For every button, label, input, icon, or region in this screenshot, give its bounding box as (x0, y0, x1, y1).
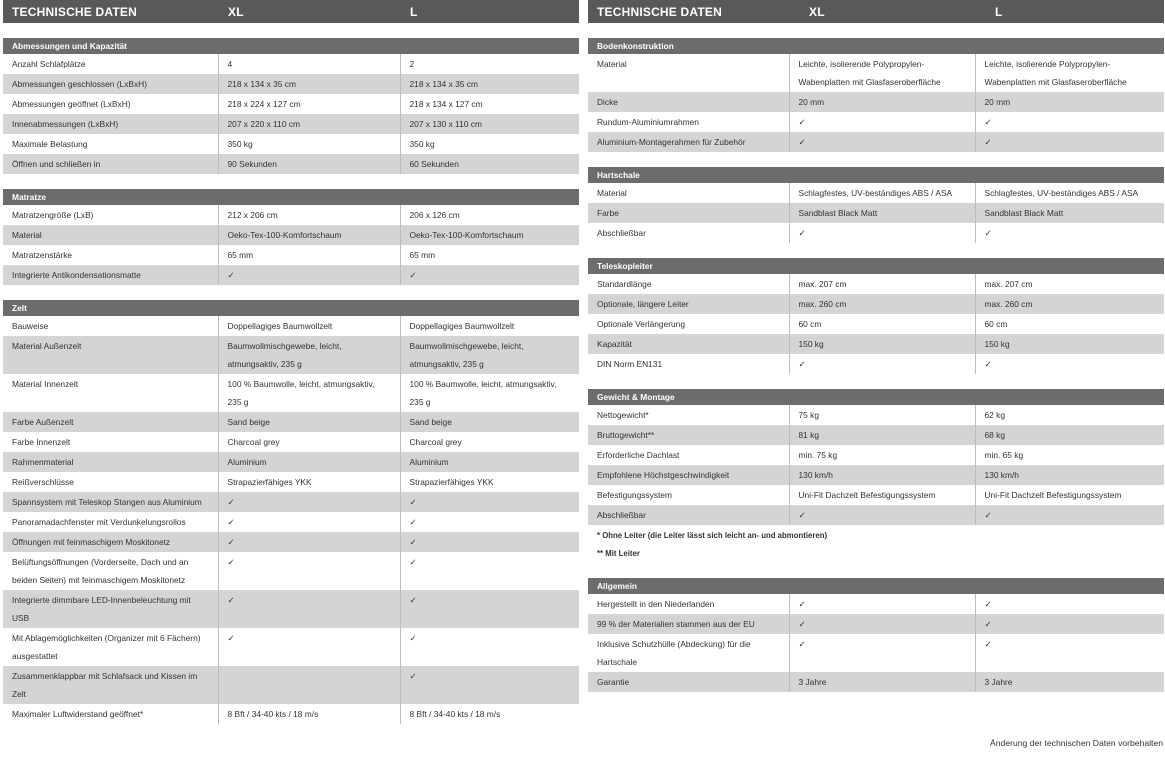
row-label: Abmessungen geschlossen (LxBxH) (3, 74, 218, 94)
row-value-xl: Sandblast Black Matt (789, 203, 975, 223)
left-column (3, 0, 579, 724)
spec-section (3, 300, 579, 724)
row-value-l: Doppellagiges Baumwollzelt (400, 316, 579, 336)
row-value-xl: min. 75 kg (789, 445, 975, 465)
spec-section (3, 189, 579, 285)
table-row (588, 203, 1164, 223)
spec-table (588, 405, 1164, 525)
row-value-l: 218 x 134 x 35 cm (400, 74, 579, 94)
row-value-l: 150 kg (975, 334, 1164, 354)
row-label: Belüftungsöffnungen (Vorderseite, Dach und an beiden Seiten) mit feinmaschigem Moskitonetz (3, 552, 218, 590)
table-row (588, 505, 1164, 525)
row-label: Optionale, längere Leiter (588, 294, 789, 314)
spec-table (3, 205, 579, 285)
header-label: TECHNISCHE DATEN (12, 4, 137, 19)
table-row (588, 92, 1164, 112)
row-value-l: ✓ (400, 492, 579, 512)
row-value-l: Oeko-Tex-100-Komfortschaum (400, 225, 579, 245)
row-label: Rahmenmaterial (3, 452, 218, 472)
row-value-l: min. 65 kg (975, 445, 1164, 465)
section-title: Zelt (3, 300, 579, 316)
row-value-xl: 75 kg (789, 405, 975, 425)
row-label: Abschließbar (588, 505, 789, 525)
row-value-xl: 130 km/h (789, 465, 975, 485)
spec-section (588, 578, 1164, 692)
row-value-xl: Strapazierfähiges YKK (218, 472, 400, 492)
row-value-xl: ✓ (218, 532, 400, 552)
spec-table (3, 316, 579, 724)
row-label: Spannsystem mit Teleskop Stangen aus Aluminium (3, 492, 218, 512)
table-row (3, 316, 579, 336)
table-row (588, 294, 1164, 314)
spec-table (588, 594, 1164, 692)
header-xl: XL (228, 4, 244, 19)
row-label: Matratzengröße (LxB) (3, 205, 218, 225)
row-value-l: max. 260 cm (975, 294, 1164, 314)
row-label: Öffnungen mit feinmaschigem Moskitonetz (3, 532, 218, 552)
table-row (3, 94, 579, 114)
row-value-l: ✓ (400, 590, 579, 628)
row-label: Bauweise (3, 316, 218, 336)
row-label: Rundum-Aluminiumrahmen (588, 112, 789, 132)
row-value-l: 3 Jahre (975, 672, 1164, 692)
row-label: Material Außenzelt (3, 336, 218, 374)
row-value-xl: Leichte, isolierende Polypropylen-Wabenplatten mit Glasfaseroberfläche (789, 54, 975, 92)
left-header-bar (3, 0, 579, 23)
footer-note: Änderung der technischen Daten vorbehalten (990, 738, 1163, 748)
row-value-l: 60 cm (975, 314, 1164, 334)
row-label: Abmessungen geöffnet (LxBxH) (3, 94, 218, 114)
row-value-xl: Doppellagiges Baumwollzelt (218, 316, 400, 336)
table-row (3, 432, 579, 452)
row-value-l: ✓ (975, 505, 1164, 525)
row-value-l: ✓ (975, 634, 1164, 672)
table-row (3, 452, 579, 472)
row-label: Inklusive Schutzhülle (Abdeckung) für die Hartschale (588, 634, 789, 672)
row-label: Erforderliche Dachlast (588, 445, 789, 465)
header-l: L (410, 4, 418, 19)
footnotes (588, 527, 1164, 563)
row-label: Farbe (588, 203, 789, 223)
row-value-l: 350 kg (400, 134, 579, 154)
table-row (588, 425, 1164, 445)
row-value-l: ✓ (400, 512, 579, 532)
row-value-l: 207 x 130 x 110 cm (400, 114, 579, 134)
spec-table (3, 54, 579, 174)
section-title: Teleskopleiter (588, 258, 1164, 274)
row-value-xl: Baumwollmischgewebe, leicht, atmungsaktiv, 235 g (218, 336, 400, 374)
spec-table (588, 183, 1164, 243)
row-value-xl: 150 kg (789, 334, 975, 354)
section-title: Hartschale (588, 167, 1164, 183)
right-sections (588, 38, 1164, 692)
row-value-xl: 100 % Baumwolle, leicht, atmungsaktiv, 235 g (218, 374, 400, 412)
row-value-xl: Oeko-Tex-100-Komfortschaum (218, 225, 400, 245)
row-value-xl: Charcoal grey (218, 432, 400, 452)
row-value-xl: 81 kg (789, 425, 975, 445)
row-value-l: ✓ (975, 594, 1164, 614)
row-value-l: ✓ (400, 532, 579, 552)
row-value-l: ✓ (975, 132, 1164, 152)
row-value-xl: Sand beige (218, 412, 400, 432)
section-title: Gewicht & Montage (588, 389, 1164, 405)
table-row (3, 114, 579, 134)
row-label: Anzahl Schlafplätze (3, 54, 218, 74)
row-value-l: 8 Bft / 34-40 kts / 18 m/s (400, 704, 579, 724)
row-label: Maximale Belastung (3, 134, 218, 154)
row-label: Mit Ablagemöglichkeiten (Organizer mit 6 Fächern) ausgestattet (3, 628, 218, 666)
row-value-l: Charcoal grey (400, 432, 579, 452)
table-row (3, 205, 579, 225)
table-row (3, 154, 579, 174)
table-row (3, 374, 579, 412)
row-value-l: Sand beige (400, 412, 579, 432)
table-row (588, 485, 1164, 505)
row-value-xl: ✓ (789, 354, 975, 374)
row-value-xl: 212 x 206 cm (218, 205, 400, 225)
table-row (588, 112, 1164, 132)
row-value-xl: 218 x 224 x 127 cm (218, 94, 400, 114)
table-row (588, 594, 1164, 614)
row-value-l: ✓ (975, 112, 1164, 132)
row-label: Material (588, 54, 789, 92)
row-value-l: Leichte, isolierende Polypropylen-Wabenplatten mit Glasfaseroberfläche (975, 54, 1164, 92)
spec-section (588, 167, 1164, 243)
row-label: Material Innenzelt (3, 374, 218, 412)
table-row (588, 314, 1164, 334)
table-row (588, 132, 1164, 152)
row-value-xl: Uni-Fit Dachzelt Befestigungssystem (789, 485, 975, 505)
row-label: DIN Norm EN131 (588, 354, 789, 374)
row-label: Farbe Außenzelt (3, 412, 218, 432)
table-row (588, 334, 1164, 354)
table-row (3, 74, 579, 94)
row-value-xl: ✓ (789, 223, 975, 243)
table-row (3, 590, 579, 628)
row-value-l: max. 207 cm (975, 274, 1164, 294)
footnote: * Ohne Leiter (die Leiter lässt sich leicht an- und abmontieren) (597, 531, 828, 540)
row-label: Hergestellt in den Niederlanden (588, 594, 789, 614)
row-value-l: 60 Sekunden (400, 154, 579, 174)
spec-table (588, 274, 1164, 374)
row-value-l: 100 % Baumwolle, leicht, atmungsaktiv, 235 g (400, 374, 579, 412)
row-label: Farbe Innenzelt (3, 432, 218, 452)
row-value-l: 218 x 134 x 127 cm (400, 94, 579, 114)
row-label: Panoramadachfenster mit Verdunkelungsrollos (3, 512, 218, 532)
row-label: Optionale Verlängerung (588, 314, 789, 334)
spec-table (588, 54, 1164, 152)
table-row (588, 614, 1164, 634)
table-row (588, 445, 1164, 465)
header-l: L (995, 4, 1003, 19)
table-row (3, 336, 579, 374)
right-header-bar (588, 0, 1164, 23)
header-xl: XL (809, 4, 825, 19)
row-value-l: ✓ (400, 666, 579, 704)
row-value-xl: 60 cm (789, 314, 975, 334)
row-value-l: ✓ (975, 223, 1164, 243)
table-row (588, 183, 1164, 203)
table-row (588, 465, 1164, 485)
row-value-l: 20 mm (975, 92, 1164, 112)
row-label: Garantie (588, 672, 789, 692)
spec-section (3, 38, 579, 174)
row-value-xl: ✓ (218, 492, 400, 512)
row-value-xl: 207 x 220 x 110 cm (218, 114, 400, 134)
row-value-xl: ✓ (789, 112, 975, 132)
row-label: Material (588, 183, 789, 203)
row-label: Empfohlene Höchstgeschwindigkeit (588, 465, 789, 485)
section-title: Abmessungen und Kapazität (3, 38, 579, 54)
row-label: Abschließbar (588, 223, 789, 243)
row-value-xl: ✓ (789, 505, 975, 525)
row-value-l: Sandblast Black Matt (975, 203, 1164, 223)
row-value-xl: 350 kg (218, 134, 400, 154)
table-row (3, 245, 579, 265)
row-value-xl: ✓ (789, 594, 975, 614)
table-row (3, 532, 579, 552)
row-label: Aluminium-Montagerahmen für Zubehör (588, 132, 789, 152)
table-row (3, 628, 579, 666)
row-value-l: Uni-Fit Dachzelt Befestigungssystem (975, 485, 1164, 505)
row-value-l: 206 x 126 cm (400, 205, 579, 225)
right-column (588, 0, 1164, 692)
table-row (588, 405, 1164, 425)
row-value-xl: ✓ (789, 614, 975, 634)
row-value-xl: max. 207 cm (789, 274, 975, 294)
header-label: TECHNISCHE DATEN (597, 4, 722, 19)
row-value-l: 62 kg (975, 405, 1164, 425)
row-label: Integrierte dimmbare LED-Innenbeleuchtung mit USB (3, 590, 218, 628)
row-label: Matratzenstärke (3, 245, 218, 265)
row-value-l: ✓ (400, 552, 579, 590)
row-value-l: ✓ (975, 354, 1164, 374)
row-value-l: Strapazierfähiges YKK (400, 472, 579, 492)
row-label: Dicke (588, 92, 789, 112)
row-value-xl: 20 mm (789, 92, 975, 112)
table-row (3, 54, 579, 74)
row-label: 99 % der Materialien stammen aus der EU (588, 614, 789, 634)
table-row (588, 223, 1164, 243)
row-label: Maximaler Luftwiderstand geöffnet* (3, 704, 218, 724)
table-row (588, 274, 1164, 294)
row-label: Nettogewicht* (588, 405, 789, 425)
table-row (3, 704, 579, 724)
section-title: Matratze (3, 189, 579, 205)
left-sections (3, 38, 579, 724)
row-value-l: Baumwollmischgewebe, leicht, atmungsaktiv, 235 g (400, 336, 579, 374)
row-value-l: Aluminium (400, 452, 579, 472)
row-value-xl: 218 x 134 x 35 cm (218, 74, 400, 94)
row-label: Integrierte Antikondensationsmatte (3, 265, 218, 285)
row-value-xl: 4 (218, 54, 400, 74)
row-value-xl: Schlagfestes, UV-beständiges ABS / ASA (789, 183, 975, 203)
row-label: Innenabmessungen (LxBxH) (3, 114, 218, 134)
row-label: Reißverschlüsse (3, 472, 218, 492)
table-row (3, 492, 579, 512)
table-row (588, 54, 1164, 92)
row-value-xl: 65 mm (218, 245, 400, 265)
row-label: Befestigungssystem (588, 485, 789, 505)
row-value-l: 68 kg (975, 425, 1164, 445)
row-value-xl: 90 Sekunden (218, 154, 400, 174)
spec-section (588, 389, 1164, 563)
row-value-l: ✓ (400, 265, 579, 285)
section-title: Allgemein (588, 578, 1164, 594)
row-value-l: ✓ (400, 628, 579, 666)
row-value-l: 130 km/h (975, 465, 1164, 485)
table-row (3, 552, 579, 590)
spec-section (588, 38, 1164, 152)
row-value-xl: ✓ (218, 265, 400, 285)
row-value-l: Schlagfestes, UV-beständiges ABS / ASA (975, 183, 1164, 203)
row-value-l: 65 mm (400, 245, 579, 265)
row-value-xl: max. 260 cm (789, 294, 975, 314)
table-row (3, 512, 579, 532)
row-value-xl: ✓ (218, 552, 400, 590)
row-value-xl: Aluminium (218, 452, 400, 472)
row-value-xl: ✓ (218, 512, 400, 532)
row-value-xl: ✓ (789, 132, 975, 152)
table-row (3, 412, 579, 432)
row-value-l: 2 (400, 54, 579, 74)
row-value-xl: 8 Bft / 34-40 kts / 18 m/s (218, 704, 400, 724)
table-row (588, 672, 1164, 692)
table-row (588, 354, 1164, 374)
row-label: Zusammenklappbar mit Schlafsack und Kissen im Zelt (3, 666, 218, 704)
row-label: Standardlänge (588, 274, 789, 294)
spec-section (588, 258, 1164, 374)
row-label: Material (3, 225, 218, 245)
row-label: Kapazität (588, 334, 789, 354)
row-value-xl: ✓ (218, 628, 400, 666)
table-row (3, 666, 579, 704)
table-row (3, 472, 579, 492)
row-value-l: ✓ (975, 614, 1164, 634)
section-title: Bodenkonstruktion (588, 38, 1164, 54)
row-value-xl (218, 666, 400, 704)
footnote: ** Mit Leiter (597, 549, 640, 558)
row-label: Bruttogewicht** (588, 425, 789, 445)
table-row (3, 265, 579, 285)
row-value-xl: ✓ (218, 590, 400, 628)
row-value-xl: ✓ (789, 634, 975, 672)
table-row (588, 634, 1164, 672)
row-label: Öffnen und schließen in (3, 154, 218, 174)
table-row (3, 225, 579, 245)
table-row (3, 134, 579, 154)
row-value-xl: 3 Jahre (789, 672, 975, 692)
